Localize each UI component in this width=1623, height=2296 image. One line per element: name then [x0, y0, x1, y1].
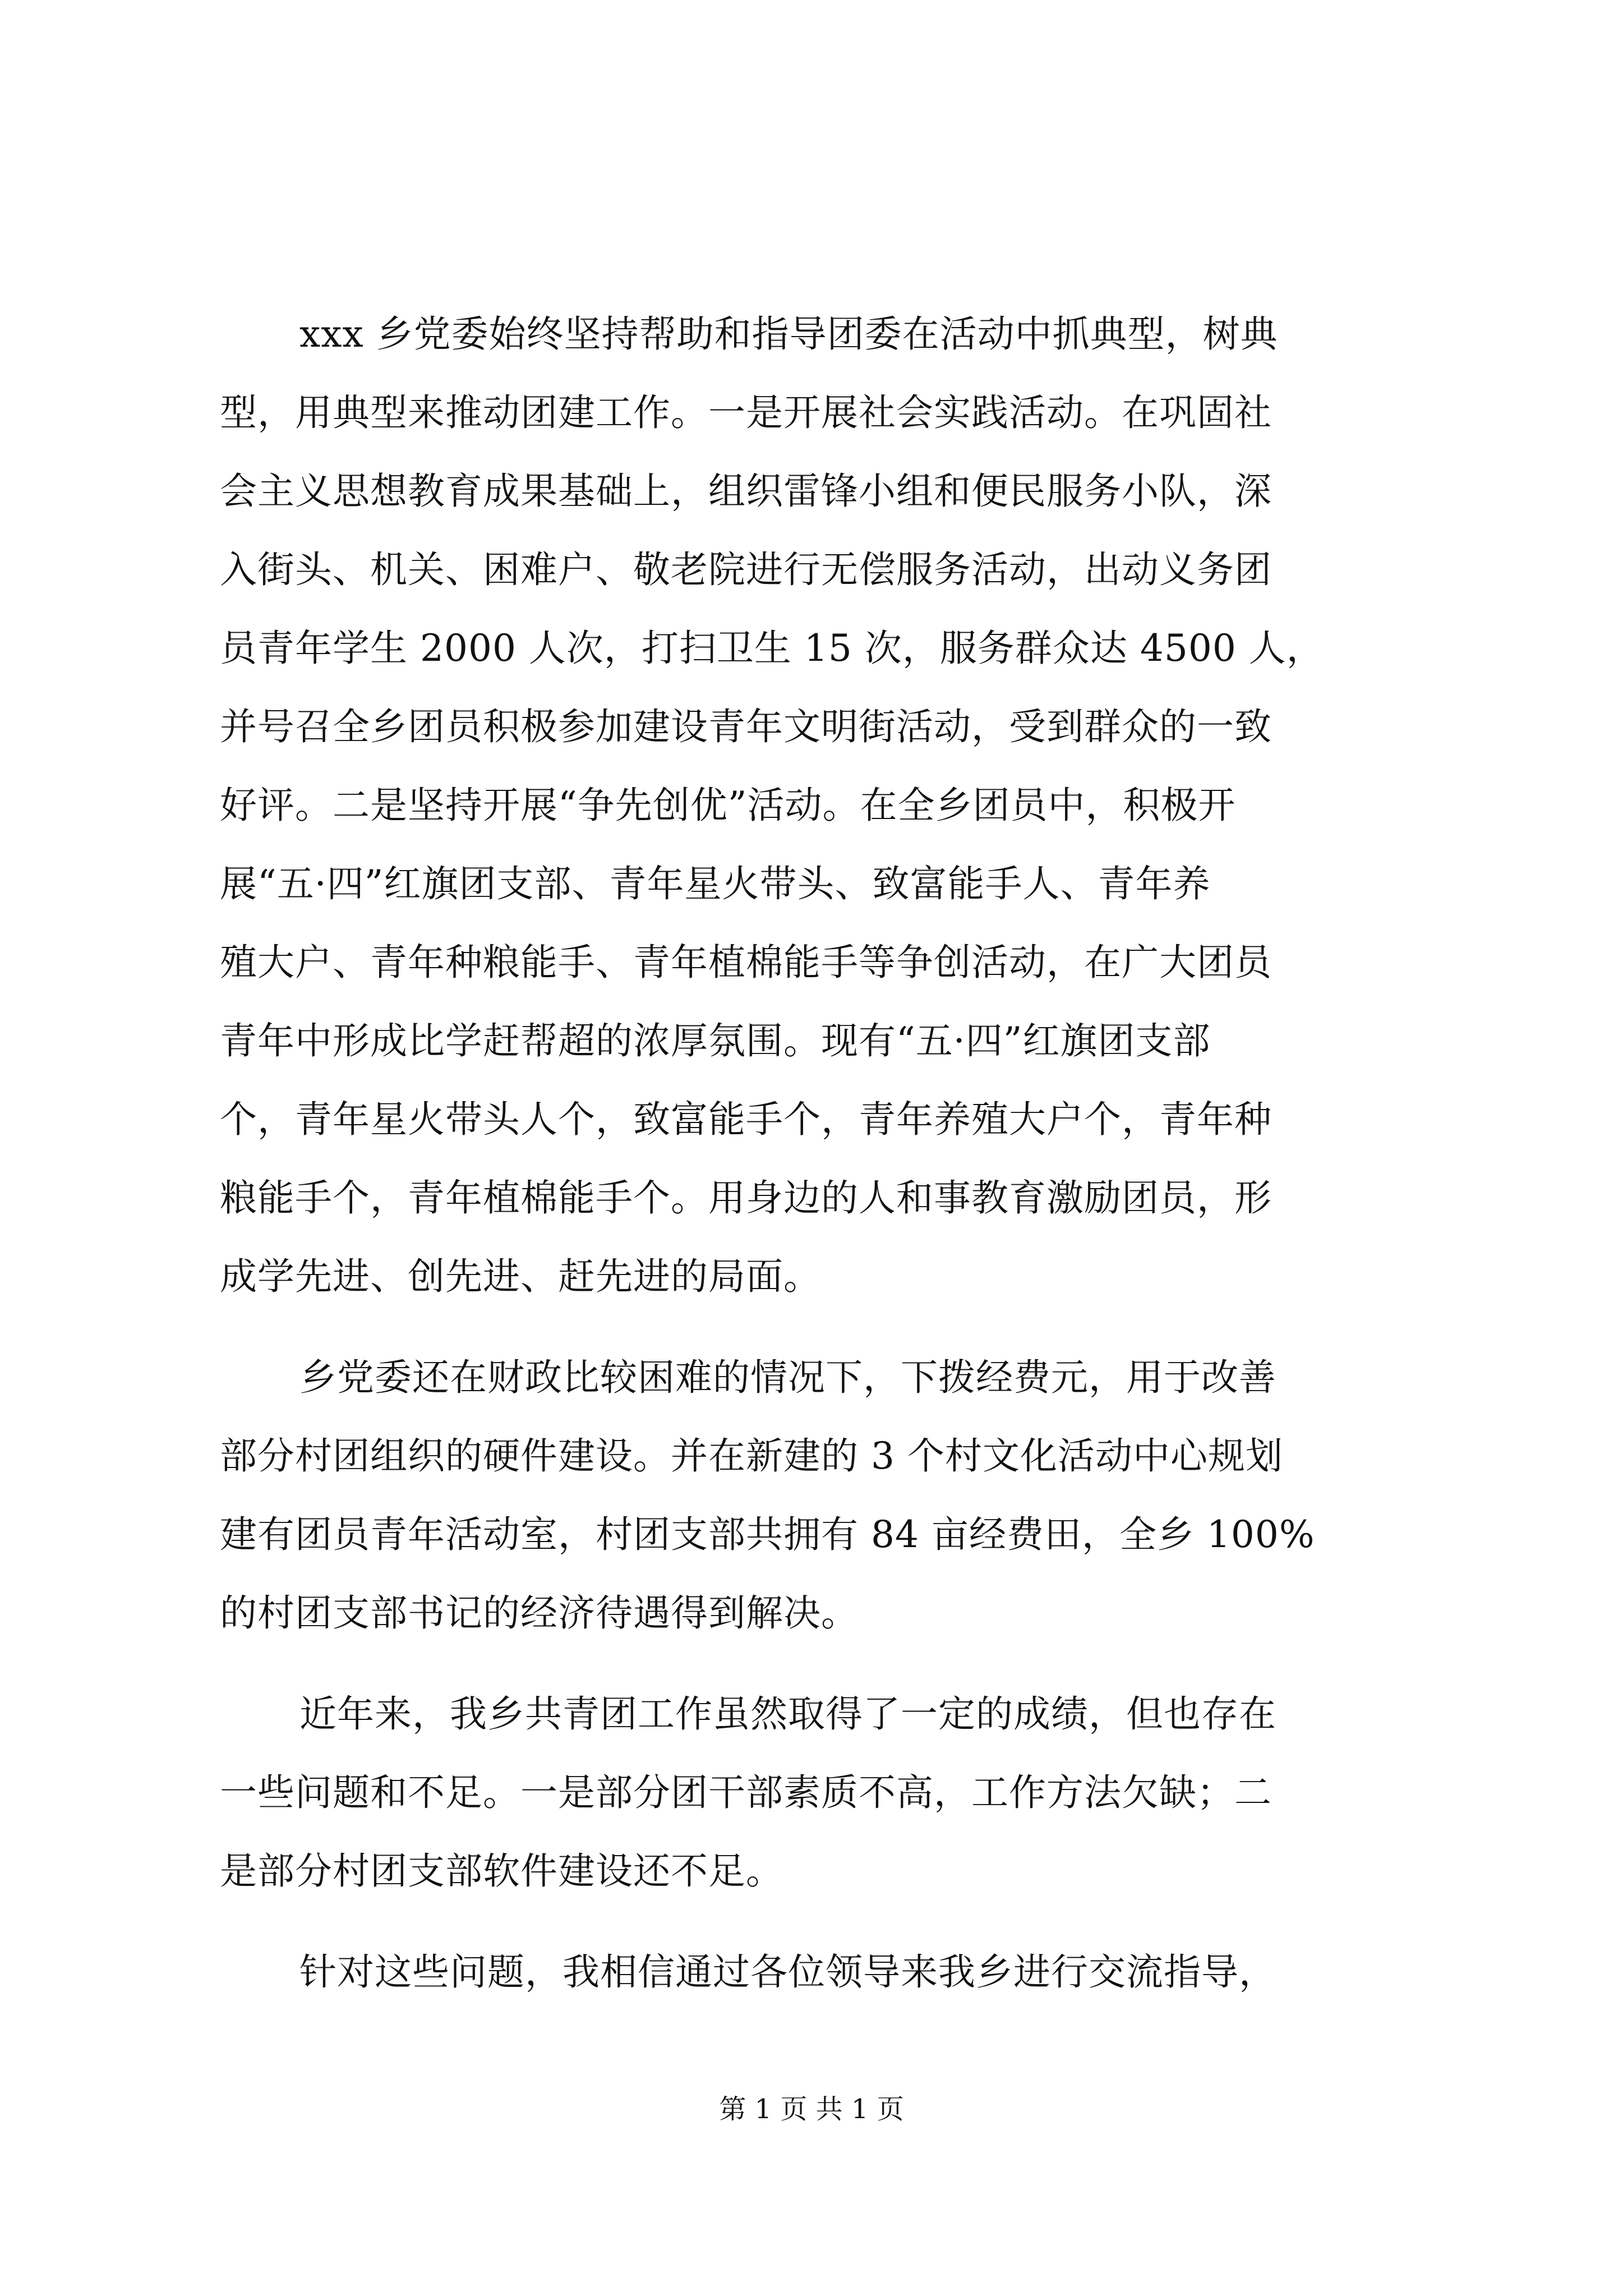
paragraph-3-line-1: 近年来，我乡共青团工作虽然取得了一定的成绩，但也存在 — [299, 1692, 1276, 1736]
paragraph-1-line-8: 展“五·四”红旗团支部、青年星火带头、致富能手人、青年养 — [220, 862, 1211, 905]
paragraph-1-line-12: 粮能手个，青年植棉能手个。用身边的人和事教育激励团员，形 — [220, 1176, 1272, 1220]
paragraph-1-line-7: 好评。二是坚持开展“争先创优”活动。在全乡团员中，积极开 — [220, 784, 1236, 827]
paragraph-1-line-5: 员青年学生 2000 人次，打扫卫生 15 次，服务群众达 4500 人， — [220, 627, 1324, 670]
paragraph-1-line-10: 青年中形成比学赶帮超的浓厚氛围。现有“五·四”红旗团支部 — [220, 1019, 1211, 1062]
paragraph-3-line-2: 一些问题和不足。一是部分团干部素质不高，工作方法欠缺；二 — [220, 1771, 1272, 1814]
paragraph-1-line-2: 型，用典型来推动团建工作。一是开展社会实践活动。在巩固社 — [220, 391, 1272, 434]
paragraph-2-line-4: 的村团支部书记的经济待遇得到解决。 — [220, 1591, 859, 1635]
paragraph-1-line-13: 成学先进、创先进、赶先进的局面。 — [220, 1255, 821, 1298]
paragraph-1-line-3: 会主义思想教育成果基础上，组织雷锋小组和便民服务小队，深 — [220, 470, 1272, 513]
paragraph-3-line-3: 是部分村团支部软件建设还不足。 — [220, 1849, 783, 1893]
paragraph-1-line-1: xxx 乡党委始终坚持帮助和指导团委在活动中抓典型，树典 — [299, 312, 1278, 356]
paragraph-1-line-9: 殖大户、青年种粮能手、青年植棉能手等争创活动，在广大团员 — [220, 941, 1272, 984]
paragraph-4-line-1: 针对这些问题，我相信通过各位领导来我乡进行交流指导， — [299, 1950, 1276, 1994]
page-number-footer: 第 1 页 共 1 页 — [719, 2093, 904, 2125]
paragraph-1-line-11: 个，青年星火带头人个，致富能手个，青年养殖大户个，青年种 — [220, 1098, 1272, 1141]
paragraph-1-line-6: 并号召全乡团员积极参加建设青年文明街活动，受到群众的一致 — [220, 705, 1272, 748]
paragraph-2-line-1: 乡党委还在财政比较困难的情况下，下拨经费元，用于改善 — [299, 1356, 1276, 1399]
paragraph-2-line-3: 建有团员青年活动室，村团支部共拥有 84 亩经费田，全乡 100% — [220, 1513, 1315, 1556]
paragraph-1-line-4: 入街头、机关、困难户、敬老院进行无偿服务活动，出动义务团 — [220, 548, 1272, 591]
paragraph-2-line-2: 部分村团组织的硬件建设。并在新建的 3 个村文化活动中心规划 — [220, 1434, 1283, 1478]
